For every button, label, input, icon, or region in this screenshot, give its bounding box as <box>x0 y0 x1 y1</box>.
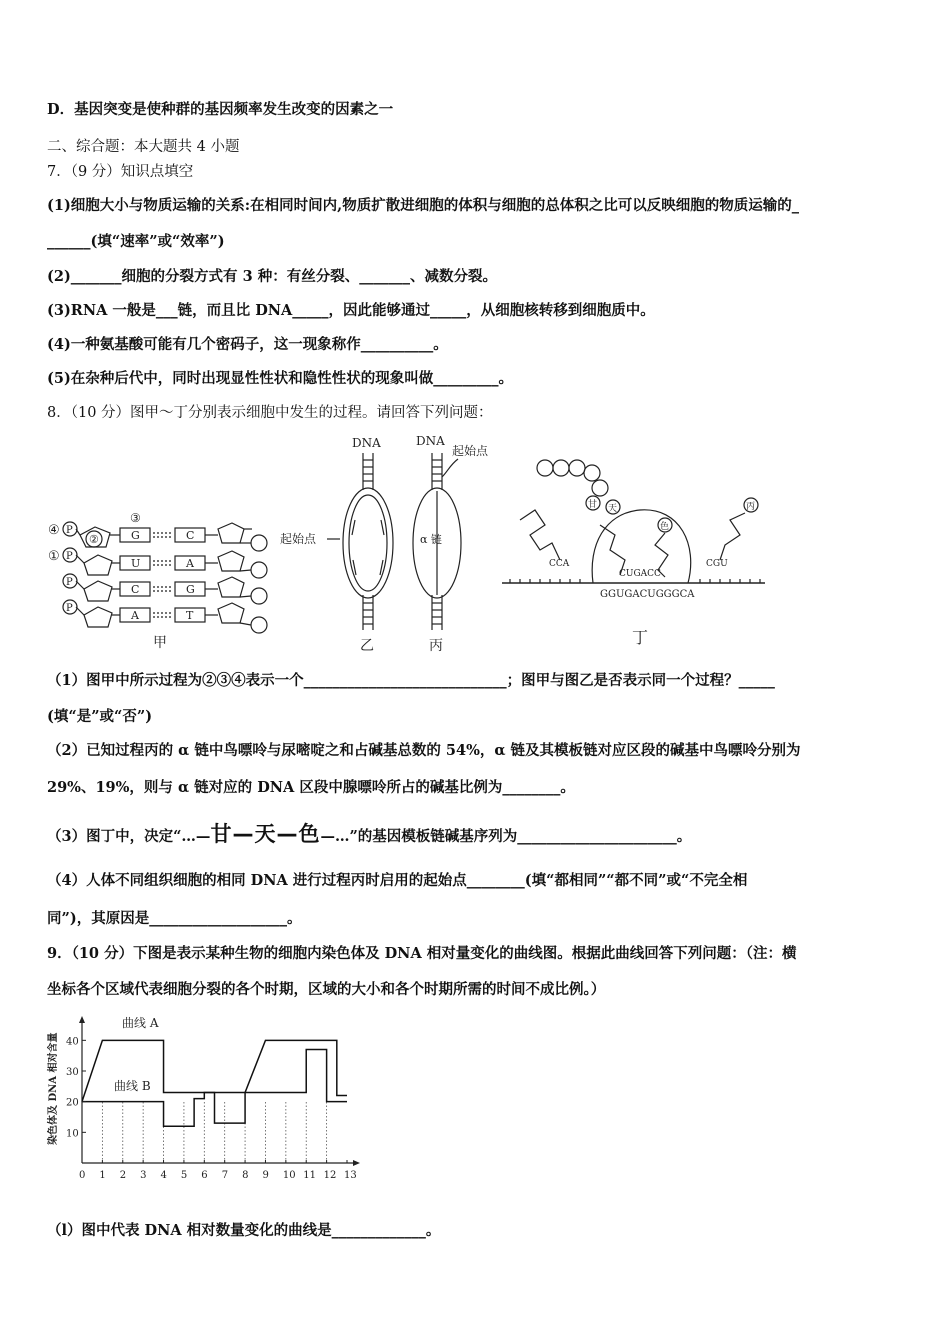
label-ding: 丁 <box>632 628 649 647</box>
base-right-4: T <box>186 609 194 622</box>
base-right-2: A <box>186 557 194 570</box>
anticodon-2: CUGACC <box>619 569 661 579</box>
q8-line2: (填“是”或“否”) <box>47 708 153 725</box>
x-tick-label: 10 <box>282 1170 296 1181</box>
figure-jia <box>48 511 267 651</box>
series-label-a: 曲线 A <box>122 1016 159 1030</box>
figure-ding <box>502 460 765 647</box>
x-tick-label: 12 <box>323 1170 337 1181</box>
q8-line6: （4）人体不同组织细胞的相同 DNA 进行过程丙时启用的起始点________(填“都相同”“都不同”或“不完全相 <box>47 872 748 889</box>
q8-line4: 29%、19%，则与 α 链对应的 DNA 区段中腺嘌呤所占的碱基比例为________。 <box>47 779 575 796</box>
aa-gan: 甘 <box>588 500 598 510</box>
label-circle-1: ① <box>48 549 60 564</box>
phosphate-2: P <box>66 551 73 562</box>
q9-line3: （l）图中代表 DNA 相对数量变化的曲线是_____________。 <box>47 1222 441 1239</box>
x-tick-label: 2 <box>119 1170 127 1181</box>
x-tick-label: 1 <box>99 1170 106 1181</box>
q7-line2: ______(填“速率”或“效率”) <box>47 233 225 250</box>
q8-line7: 同”)，其原因是___________________。 <box>47 910 302 927</box>
q8-heading: 8．（10 分）图甲～丁分别表示细胞中发生的过程。请回答下列问题： <box>47 405 493 421</box>
q8-line3: （2）已知过程丙的 α 链中鸟嘌呤与尿嘧啶之和占碱基总数的 54%，α 链及其模板链对应区段的碱基中鸟嘌呤分别为 <box>47 742 801 759</box>
label-2: ② <box>89 533 99 546</box>
aa-se: 色 <box>660 522 670 532</box>
q7-line3: (2)_______细胞的分裂方式有 3 种：有丝分裂、_______、减数分裂。 <box>47 268 497 285</box>
y-axis-title: 染色体及 DNA 相对含量 <box>48 1032 59 1145</box>
q7-line4: (3)RNA 一般是___链，而且比 DNA_____，因此能够通过_____，从细胞核转移到细胞质中。 <box>47 302 655 319</box>
base-right-3: G <box>186 583 195 596</box>
x-tick-label: 8 <box>242 1170 249 1181</box>
section-2-heading: 二、综合题：本大题共 4 小题 <box>47 139 240 155</box>
x-tick-label: 7 <box>221 1170 229 1181</box>
yi-origin-label: 起始点 <box>280 532 317 546</box>
aa-bing: 丙 <box>746 502 756 512</box>
anticodon-1: CCA <box>549 559 570 569</box>
x-tick-label: 3 <box>140 1170 147 1181</box>
glyph-se: 色 <box>298 822 321 846</box>
y-tick-label: 10 <box>66 1128 79 1140</box>
base-right-1: C <box>186 529 195 542</box>
y-axis-arrow <box>79 1016 85 1023</box>
x-axis-arrow <box>353 1160 360 1166</box>
series-label-b: 曲线 B <box>114 1079 151 1093</box>
phosphate-4: P <box>66 603 73 614</box>
q9-line2: 坐标各个区域代表细胞分裂的各个时期，区域的大小和各个时期所需的时间不成比例。） <box>47 981 606 998</box>
mrna-sequence: GGUGACUGGGCA <box>600 589 695 600</box>
q7-line5: (4)一种氨基酸可能有几个密码子，这一现象称作__________。 <box>47 336 448 353</box>
x-tick-label: 6 <box>201 1170 208 1181</box>
phosphate-1: P <box>66 525 73 536</box>
label-bing: 丙 <box>429 638 443 654</box>
y-tick-label: 30 <box>66 1067 79 1078</box>
chromosome-dna-chart <box>42 1015 372 1190</box>
anticodon-3: CGU <box>706 559 728 569</box>
x-tick-label: 0 <box>79 1170 86 1181</box>
figure-yi <box>280 436 393 654</box>
y-tick-label: 20 <box>66 1097 79 1109</box>
base-left-2: U <box>131 557 141 570</box>
figure-8 <box>40 425 920 660</box>
base-left-1: G <box>131 529 140 542</box>
y-tick-label: 40 <box>66 1036 79 1048</box>
option-d: D．基因突变是使种群的基因频率发生改变的因素之一 <box>47 101 394 118</box>
q7-heading: 7．（9 分）知识点填空 <box>47 164 194 180</box>
q8-line5-end: —…”的基因模板链碱基序列为______________________。 <box>320 828 692 845</box>
q9-heading: 9．（10 分）下图是表示某种生物的细胞内染色体及 DNA 相对量变化的曲线图。根据此曲线回答下列问题：（注：横 <box>47 945 797 962</box>
aa-tian: 天 <box>608 504 618 514</box>
x-tick-label: 5 <box>180 1170 188 1181</box>
x-tick-label: 9 <box>262 1170 269 1181</box>
bing-dna-label: DNA <box>416 434 445 448</box>
glyph-tian: 天 <box>254 822 277 846</box>
figure-bing <box>413 434 489 654</box>
x-tick-label: 13 <box>344 1170 357 1181</box>
q7-line1: (1)细胞大小与物质运输的关系:在相同时间内,物质扩散进细胞的体积与细胞的总体积之比可以反映细胞的物质运输的_ <box>47 197 799 214</box>
base-left-3: C <box>131 583 140 596</box>
chart-ticks <box>66 1036 357 1181</box>
label-jia: 甲 <box>153 635 167 651</box>
bing-alpha-label: α 链 <box>420 533 442 546</box>
q8-line1: （1）图甲中所示过程为②③④表示一个____________________________；图甲与图乙是否表示同一个过程？_____ <box>47 672 775 689</box>
base-left-4: A <box>131 609 139 622</box>
glyph-gan: 甘 <box>210 822 233 846</box>
q7-line6: (5)在杂种后代中，同时出现显性性状和隐性性状的现象叫做_________。 <box>47 370 514 387</box>
bing-origin-label: 起始点 <box>452 444 489 458</box>
label-3: ③ <box>130 511 141 525</box>
amino-acid-glyphs: 甘—天—色 <box>210 822 321 846</box>
q8-line5 <box>47 824 910 847</box>
yi-dna-label: DNA <box>352 436 381 450</box>
phosphate-3: P <box>66 577 73 588</box>
q8-line5-start: （3）图丁中，决定“…— <box>47 828 211 845</box>
label-circle-4: ④ <box>48 523 60 538</box>
label-yi: 乙 <box>360 638 374 654</box>
x-tick-label: 4 <box>160 1170 167 1181</box>
x-tick-label: 11 <box>303 1170 316 1181</box>
